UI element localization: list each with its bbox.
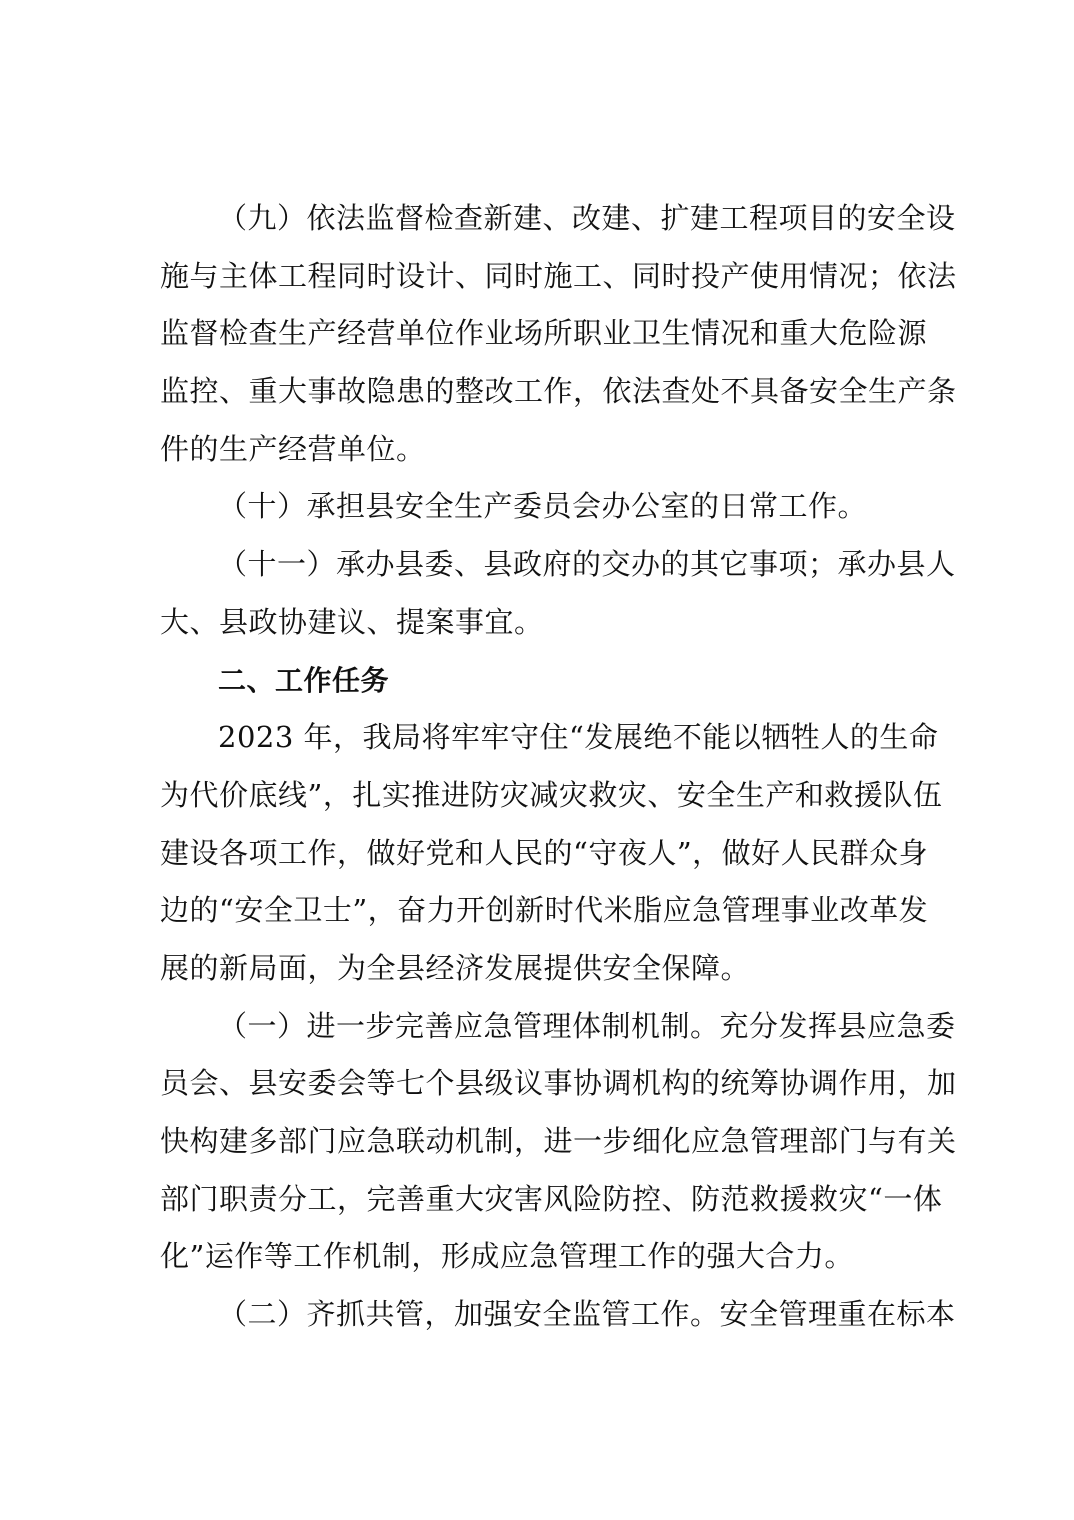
intro-paragraph-line-2: 为代价底线”，扎实推进防灾减灾救灾、安全生产和救援队伍: [160, 777, 943, 812]
paragraph-10-line-1: （十）承担县安全生产委员会办公室的日常工作。: [218, 489, 868, 524]
section-heading-work-tasks: 二、工作任务: [218, 663, 390, 697]
task-2-line-1: （二）齐抓共管，加强安全监管工作。安全管理重在标本: [218, 1297, 956, 1332]
paragraph-11-line-2: 大、县政协建议、提案事宜。: [160, 604, 544, 639]
intro-paragraph-line-3: 建设各项工作，做好党和人民的“守夜人”，做好人民群众身: [160, 835, 929, 870]
paragraph-9-line-1: （九）依法监督检查新建、改建、扩建工程项目的安全设: [218, 201, 956, 235]
intro-paragraph-line-1: 2023 年，我局将牢牢守住“发展绝不能以牺牲人的生命: [218, 720, 939, 755]
task-1-line-4: 部门职责分工，完善重大灾害风险防控、防范救援救灾“一体: [160, 1181, 943, 1216]
intro-paragraph-line-4: 边的“安全卫士”，奋力开创新时代米脂应急管理事业改革发: [160, 893, 929, 928]
intro-paragraph-line-5: 展的新局面，为全县经济发展提供安全保障。: [160, 950, 751, 985]
paragraph-9-line-5: 件的生产经营单位。: [160, 431, 426, 466]
task-1-line-3: 快构建多部门应急联动机制，进一步细化应急管理部门与有关: [160, 1124, 957, 1158]
paragraph-9-line-4: 监控、重大事故隐患的整改工作，依法查处不具备安全生产条: [160, 374, 957, 409]
paragraph-11-line-1: （十一）承办县委、县政府的交办的其它事项；承办县人: [218, 547, 956, 582]
paragraph-9-line-3: 监督检查生产经营单位作业场所职业卫生情况和重大危险源: [160, 316, 928, 351]
paragraph-9-line-2: 施与主体工程同时设计、同时施工、同时投产使用情况；依法: [160, 258, 957, 293]
task-1-line-1: （一）进一步完善应急管理体制机制。充分发挥县应急委: [218, 1008, 956, 1043]
task-1-line-2: 员会、县安委会等七个县级议事协调机构的统筹协调作用，加: [160, 1066, 957, 1101]
document-body: [160, 190, 957, 1344]
task-1-line-5: 化”运作等工作机制，形成应急管理工作的强大合力。: [160, 1239, 854, 1274]
